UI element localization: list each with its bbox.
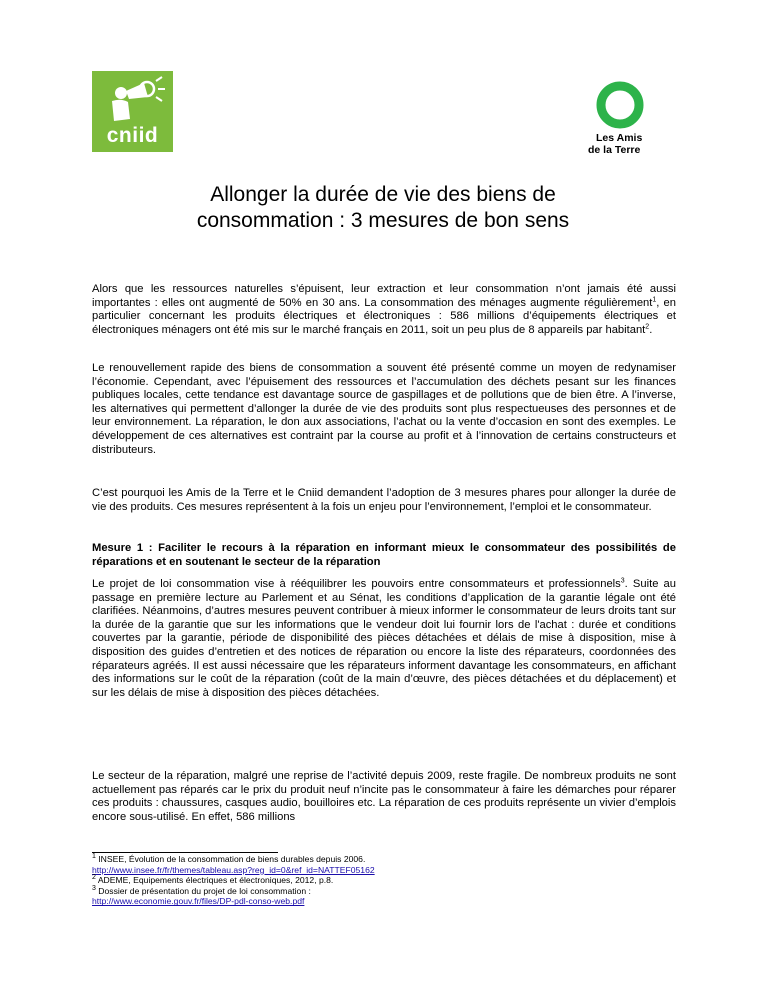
paragraph-renewal: Le renouvellement rapide des biens de consommation a souvent été présenté comme un moyen de redynamiser l’économie. Cependant, avec l’épuisement des ressources et l’accumulation des déchets pesant sur les finances publiques locales, cette tendance est davantage source de gaspillages et de pollutions que de bien être. A l’inverse, les alternatives qui permettent d’allonger la durée de vie des produits sont plus respectueuses des personnes et de leur environnement. La réparation, le don aux associations, l’achat ou la vente d’occasion en sont des exemples. Le développement de ces alternatives est contraint par la course au profit et à l’innovation de certains constructeurs et distributeurs. xyxy=(92,362,676,456)
footnote-number: 1 xyxy=(92,853,96,861)
footnote-separator xyxy=(92,852,278,853)
paragraph-demands: C’est pourquoi les Amis de la Terre et le Cniid demandent l’adoption de 3 mesures phares pour allonger la durée de vie des produits. Ces mesures représentent à la fois un enjeu pour l’environnement, l’emploi et le consommateur. xyxy=(92,487,676,513)
footnote-1 xyxy=(92,854,676,865)
amis-logo-line1: Les Amis xyxy=(596,132,643,144)
footnote-number: 2 xyxy=(92,874,96,882)
footnote-ref[interactable]: 1 xyxy=(652,295,657,303)
footnote-text: ADEME, Equipements électriques et électroniques, 2012, p.8. xyxy=(95,875,334,886)
footnote-ref[interactable]: 2 xyxy=(645,323,650,331)
footnote-ref[interactable]: 3 xyxy=(620,577,625,585)
footnote-text: Dossier de présentation du projet de loi consommation : xyxy=(95,885,311,896)
footnote-1-link[interactable]: http://www.insee.fr/fr/themes/tableau.asp?reg_id=0&ref_id=NATTEF05162 xyxy=(92,864,375,875)
paragraph-text: Alors que les ressources naturelles s’épuisent, leur extraction et leur consommation n’ont jamais été aussi importantes : elles ont augmenté de 50% en 30 ans. La consommation des ménages augmente régulièrement xyxy=(92,283,676,309)
footnote-2 xyxy=(92,875,676,886)
footnote-3-link[interactable]: http://www.economie.gouv.fr/files/DP-pdl-conso-web.pdf xyxy=(92,896,305,907)
amis-logo-line2: de la Terre xyxy=(588,144,641,156)
paragraph-repair-sector: Le secteur de la réparation, malgré une reprise de l’activité depuis 2009, reste fragile. De nombreux produits ne sont actuellement pas réparés car le prix du produit neuf n’incite pas le consommateur à faire les démarches pour réparer ces produits : chaussures, casques audio, bouilloires etc. La réparation de ces produits représente un vivier d’emplois encore sous-utilisé. En effet, 586 millions xyxy=(92,770,676,823)
footnote-text: INSEE, Évolution de la consommation de biens durables depuis 2006. xyxy=(95,854,366,864)
footnotes xyxy=(92,854,676,907)
paragraph-text: Le projet de loi consommation vise à rééquilibrer les pouvoirs entre consommateurs et professionnels xyxy=(92,578,621,590)
cniid-logo-text: cniid xyxy=(106,124,159,147)
paragraph-text: , en particulier concernant les produits électriques et électroniques : 586 millions d’équipements électriques et électroniques ménagers ont été mis sur le marché français en 2011, soit un peu plus de 8 appareils par habitant xyxy=(92,296,676,336)
document-title xyxy=(150,182,616,234)
green-ring-icon xyxy=(596,80,652,130)
paragraph-text: . xyxy=(649,323,653,336)
cniid-logo xyxy=(92,71,173,152)
paragraph-measure-1 xyxy=(92,578,676,700)
amis-de-la-terre-logo xyxy=(580,80,680,160)
amis-logo-text xyxy=(588,132,680,156)
paragraph-intro xyxy=(92,283,676,337)
footnote-3-link-row xyxy=(92,896,676,907)
footnote-number: 3 xyxy=(92,884,96,892)
measure-1-heading: Mesure 1 : Faciliter le recours à la réparation en informant mieux le consommateur des possibilités de réparations et en soutenant le secteur de la réparation xyxy=(92,542,676,568)
paragraph-text: . Suite au passage en première lecture au Parlement et au Sénat, les conditions d’application de la garantie légale ont été clarifiées. Néanmoins, d’autres mesures peuvent contribuer à mieux informer le consommateur de leurs droits tant sur la durée de la garantie que sur les informations que le vendeur doit lui fournir lors de l'achat : durée et conditions couvertes par la garantie, période de disponibilité des pièces détachées et délais de mise à disposition, mise à disposition des guides d’entretien et des notices de réparation ou encore la liste des réparateurs, coordonnées des réparateurs agréés. Il est aussi nécessaire que les réparateurs informent davantage les consommateurs, en affichant des informations sur le coût de la réparation (coût de la main d’œuvre, des pièces détachées et du déplacement) et sur les délais de mise à disposition des pièces détachées. xyxy=(92,578,676,699)
footnote-1-link-row xyxy=(92,865,676,876)
title-line1: Allonger la durée de vie des biens de xyxy=(210,183,556,206)
title-line2: consommation : 3 mesures de bon sens xyxy=(196,209,570,232)
footnote-3 xyxy=(92,886,676,897)
